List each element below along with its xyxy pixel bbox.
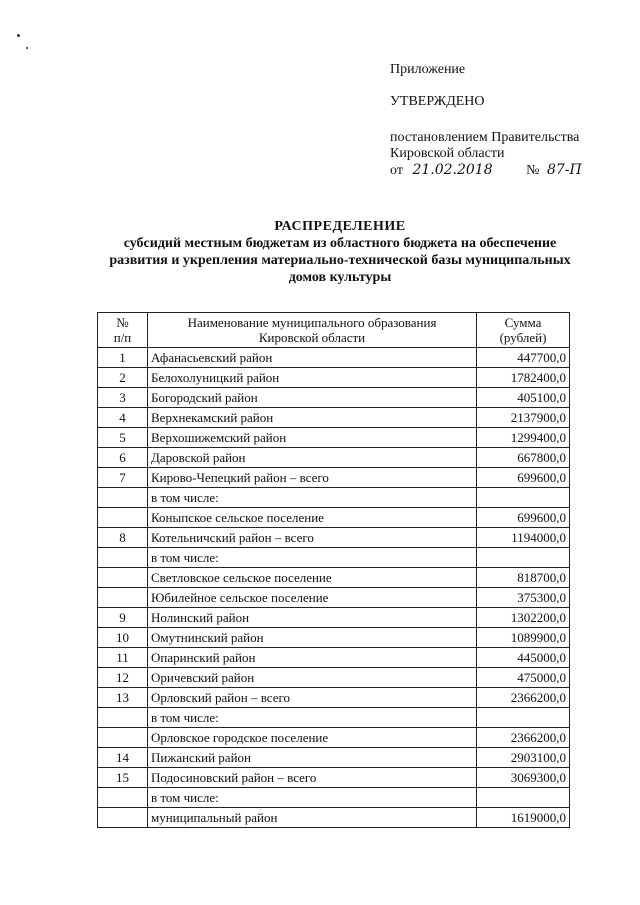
header-sum: Сумма (рублей) [477,313,570,348]
row-sum: 1194000,0 [477,528,570,548]
row-sum: 3069300,0 [477,768,570,788]
appendix-label: Приложение [390,62,466,77]
row-sum [477,548,570,568]
table-row [98,568,570,588]
row-name: Даровской район [148,448,477,468]
table-row [98,508,570,528]
row-name: Белохолуницкий район [148,368,477,388]
row-sum: 2137900,0 [477,408,570,428]
table-header-row [98,313,570,348]
row-name: в том числе: [148,548,477,568]
table-row [98,428,570,448]
decree-line-1: постановлением Правительства [390,130,580,145]
table-row [98,588,570,608]
row-number: 1 [98,348,148,368]
title-line-2: развития и укрепления материально-технической базы муниципальных [109,253,571,268]
handwritten-date: 21.02.2018 [412,162,493,178]
row-sum: 1299400,0 [477,428,570,448]
date-prefix: от [390,163,403,178]
row-number: 14 [98,748,148,768]
table-row [98,688,570,708]
table-row [98,548,570,568]
row-sum: 699600,0 [477,508,570,528]
table-row [98,528,570,548]
row-name: в том числе: [148,708,477,728]
row-name: Юбилейное сельское поселение [148,588,477,608]
number-label: № [526,163,540,178]
row-name: Светловское сельское поселение [148,568,477,588]
row-number [98,788,148,808]
row-number: 13 [98,688,148,708]
row-number [98,708,148,728]
row-number: 10 [98,628,148,648]
row-sum: 475000,0 [477,668,570,688]
distribution-table [97,312,570,828]
table-row [98,488,570,508]
row-name: Орловский район – всего [148,688,477,708]
row-number: 2 [98,368,148,388]
table-row [98,668,570,688]
header-number: № п/п [98,313,148,348]
title-line-1: субсидий местным бюджетам из областного бюджета на обеспечение [123,236,557,251]
scan-speck [26,47,28,49]
row-name: Пижанский район [148,748,477,768]
table-body [98,348,570,828]
table-row [98,608,570,628]
row-number [98,808,148,828]
row-sum: 699600,0 [477,468,570,488]
row-number [98,508,148,528]
approval-block [390,62,582,179]
table-row [98,788,570,808]
table-row [98,408,570,428]
row-sum: 2903100,0 [477,748,570,768]
row-name: Верхошижемский район [148,428,477,448]
row-name: Верхнекамский район [148,408,477,428]
decree-line-2: Кировской области [390,146,505,161]
row-sum [477,788,570,808]
row-sum: 2366200,0 [477,728,570,748]
row-sum: 667800,0 [477,448,570,468]
table-row [98,368,570,388]
row-name: Орловское городское поселение [148,728,477,748]
table-row [98,468,570,488]
document-title [100,218,580,286]
row-name: в том числе: [148,788,477,808]
row-name: Подосиновский район – всего [148,768,477,788]
row-name: Коныпское сельское поселение [148,508,477,528]
row-number [98,568,148,588]
row-sum: 445000,0 [477,648,570,668]
row-sum [477,708,570,728]
handwritten-number: 87-П [546,162,582,178]
title-line-3: домов культуры [288,270,392,285]
header-name: Наименование муниципального образования Кировской области [148,313,477,348]
table-row [98,628,570,648]
title-heading: РАСПРЕДЕЛЕНИЕ [274,219,406,234]
row-number: 7 [98,468,148,488]
row-number [98,488,148,508]
table-row [98,388,570,408]
row-number [98,588,148,608]
row-number: 3 [98,388,148,408]
row-name: в том числе: [148,488,477,508]
row-number: 11 [98,648,148,668]
table-row [98,348,570,368]
row-name: Нолинский район [148,608,477,628]
row-name: Опаринский район [148,648,477,668]
row-name: Оричевский район [148,668,477,688]
row-sum: 1302200,0 [477,608,570,628]
table-row [98,768,570,788]
row-number [98,548,148,568]
row-sum: 2366200,0 [477,688,570,708]
table-row [98,648,570,668]
row-name: Кирово-Чепецкий район – всего [148,468,477,488]
row-name: Богородский район [148,388,477,408]
row-sum: 1089900,0 [477,628,570,648]
table-row [98,728,570,748]
table-row [98,808,570,828]
table-row [98,748,570,768]
row-name: Котельничский район – всего [148,528,477,548]
row-number: 6 [98,448,148,468]
row-number: 8 [98,528,148,548]
row-number: 4 [98,408,148,428]
row-number: 15 [98,768,148,788]
row-sum: 1782400,0 [477,368,570,388]
row-sum: 1619000,0 [477,808,570,828]
row-sum: 447700,0 [477,348,570,368]
row-name: муниципальный район [148,808,477,828]
approved-label: УТВЕРЖДЕНО [390,94,485,109]
table-row [98,708,570,728]
scan-speck [17,34,20,37]
decree-date-line [390,162,582,179]
row-sum: 818700,0 [477,568,570,588]
row-number: 9 [98,608,148,628]
row-name: Омутнинский район [148,628,477,648]
row-number: 5 [98,428,148,448]
row-sum: 375300,0 [477,588,570,608]
row-sum [477,488,570,508]
row-sum: 405100,0 [477,388,570,408]
table-row [98,448,570,468]
row-number [98,728,148,748]
row-name: Афанасьевский район [148,348,477,368]
row-number: 12 [98,668,148,688]
